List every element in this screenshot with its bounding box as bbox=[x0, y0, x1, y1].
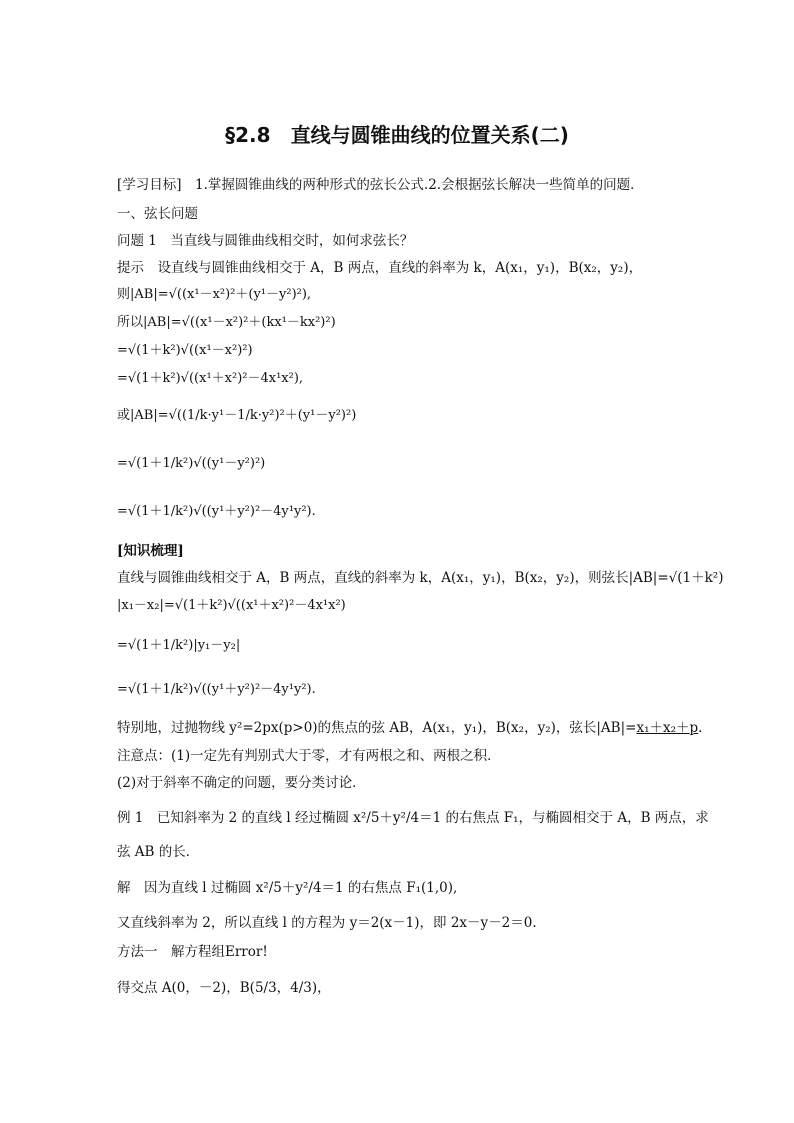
example-1-line-1: 例 1 已知斜率为 2 的直线 l 经过椭圆 x²/5＋y²/4＝1 的右焦点 F₁，与椭圆相交于 A，B 两点，求 bbox=[117, 810, 709, 826]
special-case: 特别地，过抛物线 y²=2px(p>0)的焦点的弦 AB，A(x₁，y₁)，B(x₂，y₂)，弦长|AB|=x₁＋x₂＋p. bbox=[117, 720, 703, 736]
formula-line-4: =√(1＋k²)√((x¹＋x²)²－4x¹x²), bbox=[117, 371, 304, 386]
method-1: 方法一 解方程组Error! bbox=[117, 944, 268, 960]
knowledge-line-1: 直线与圆锥曲线相交于 A，B 两点，直线的斜率为 k，A(x₁，y₁)，B(x₂，y₂)，则弦长|AB|=√(1＋k²) bbox=[117, 570, 724, 586]
formula-line-1: 则|AB|=√((x¹－x²)²＋(y¹－y²)²), bbox=[117, 287, 312, 302]
knowledge-line-4: =√(1＋1/k²)√((y¹＋y²)²－4y¹y²). bbox=[117, 682, 316, 697]
note-1: 注意点：(1)一定先有判别式大于零，才有两根之和、两根之积． bbox=[117, 748, 501, 764]
special-case-answer: x₁＋x₂＋p bbox=[636, 720, 699, 736]
solution-line-3: 得交点 A(0，－2)，B(5/3，4/3)， bbox=[117, 980, 331, 996]
knowledge-line-2: |x₁－x₂|=√(1＋k²)√((x¹＋x²)²－4x¹x²) bbox=[117, 598, 346, 613]
formula-line-2: 所以|AB|=√((x¹－x²)²＋(kx¹－kx²)²) bbox=[117, 315, 336, 330]
formula-line-3: =√(1＋k²)√((x¹－x²)²) bbox=[117, 343, 253, 358]
knowledge-heading: [知识梳理] bbox=[117, 543, 184, 559]
solution-line-2: 又直线斜率为 2，所以直线 l 的方程为 y＝2(x－1)，即 2x－y－2＝0. bbox=[117, 915, 537, 931]
page-title: §2.8 直线与圆锥曲线的位置关系(二) bbox=[225, 123, 569, 147]
knowledge-line-3: =√(1＋1/k²)|y₁－y₂| bbox=[117, 638, 241, 653]
formula-line-5: 或|AB|=√((1/k·y¹－1/k·y²)²＋(y¹－y²)²) bbox=[117, 408, 357, 423]
learning-objectives: [学习目标] 1.掌握圆锥曲线的两种形式的弦长公式.2.会根据弦长解决一些简单的问题． bbox=[117, 177, 644, 193]
special-case-text: 特别地，过抛物线 y²=2px(p>0)的焦点的弦 AB，A(x₁，y₁)，B(x₂，y₂)，弦长|AB|= bbox=[117, 720, 637, 736]
example-1-line-2: 弦 AB 的长． bbox=[117, 844, 200, 860]
formula-line-7: =√(1＋1/k²)√((y¹＋y²)²－4y¹y²). bbox=[117, 504, 316, 519]
note-2: (2)对于斜率不确定的问题，要分类讨论． bbox=[117, 775, 366, 791]
formula-line-6: =√(1＋1/k²)√((y¹－y²)²) bbox=[117, 456, 266, 471]
question-1: 问题 1 当直线与圆锥曲线相交时，如何求弦长？ bbox=[117, 233, 414, 249]
solution-line-1: 解 因为直线 l 过椭圆 x²/5＋y²/4＝1 的右焦点 F₁(1,0), bbox=[117, 880, 458, 896]
section-heading: 一、弦长问题 bbox=[117, 206, 198, 222]
hint-text: 提示 设直线与圆锥曲线相交于 A，B 两点，直线的斜率为 k，A(x₁，y₁)，B(x₂，y₂)， bbox=[117, 260, 643, 276]
